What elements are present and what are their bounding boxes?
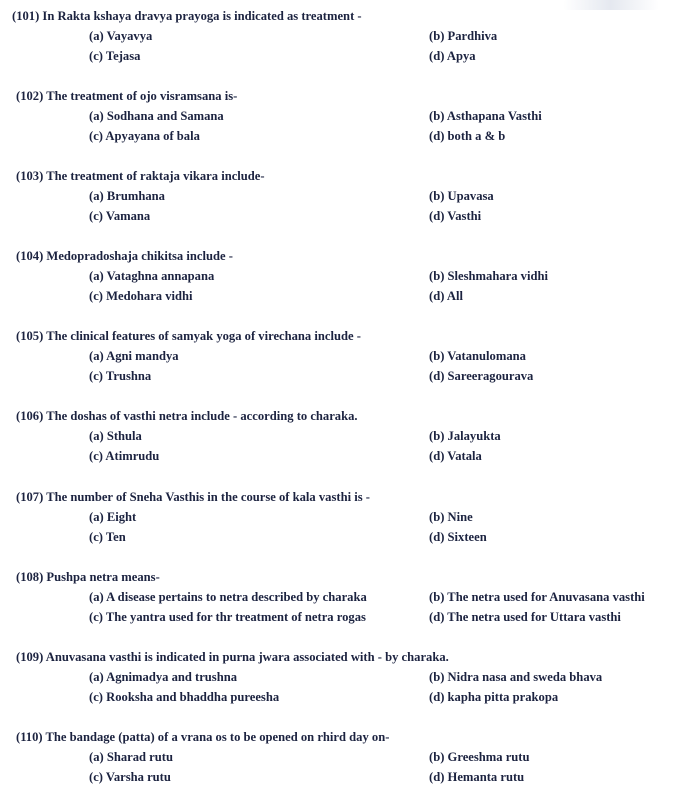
option-d: (d) Sixteen xyxy=(429,530,487,544)
option-d: (d) The netra used for Uttara vasthi xyxy=(429,610,621,624)
question-text: (107) The number of Sneha Vasthis in the course of kala vasthi is - xyxy=(16,490,370,504)
option-c: (c) Varsha rutu xyxy=(89,770,171,784)
question-text: (110) The bandage (patta) of a vrana os to be opened on rhird day on- xyxy=(16,730,390,744)
option-a: (a) Vayavya xyxy=(89,29,153,43)
question-text: (104) Medopradoshaja chikitsa include - xyxy=(16,249,233,263)
question-text: (103) The treatment of raktaja vikara include- xyxy=(16,169,265,183)
option-d: (d) Vatala xyxy=(429,449,482,463)
option-c: (c) Rooksha and bhaddha pureesha xyxy=(89,690,280,704)
option-a: (a) Sharad rutu xyxy=(89,750,173,764)
option-a: (a) Sodhana and Samana xyxy=(89,109,224,123)
question-text: (102) The treatment of ojo visramsana is- xyxy=(16,89,238,103)
option-c: (c) Tejasa xyxy=(89,49,141,63)
option-c: (c) Vamana xyxy=(89,209,151,223)
option-b: (b) Upavasa xyxy=(429,189,494,203)
option-a: (a) Vataghna annapana xyxy=(89,269,215,283)
question-text: (105) The clinical features of samyak yoga of virechana include - xyxy=(16,329,361,343)
option-d: (d) Hemanta rutu xyxy=(429,770,525,784)
option-d: (d) Sareeragourava xyxy=(429,369,534,383)
option-a: (a) Sthula xyxy=(89,429,142,443)
option-a: (a) Eight xyxy=(89,510,137,524)
option-b: (b) Asthapana Vasthi xyxy=(429,109,542,123)
watermark-smudge xyxy=(563,0,659,10)
option-b: (b) Vatanulomana xyxy=(429,349,526,363)
option-a: (a) Agni mandya xyxy=(89,349,179,363)
question-text: (101) In Rakta kshaya dravya prayoga is indicated as treatment - xyxy=(12,9,362,23)
option-d: (d) Apya xyxy=(429,49,476,63)
option-a: (a) Brumhana xyxy=(89,189,165,203)
option-b: (b) Nine xyxy=(429,510,473,524)
option-c: (c) Ten xyxy=(89,530,126,544)
option-c: (c) Trushna xyxy=(89,369,152,383)
option-a: (a) Agnimadya and trushna xyxy=(89,670,238,684)
option-c: (c) Apyayana of bala xyxy=(89,129,200,143)
question-text: (108) Pushpa netra means- xyxy=(16,570,160,584)
option-b: (b) Pardhiva xyxy=(429,29,498,43)
question-text: (109) Anuvasana vasthi is indicated in purna jwara associated with - by charaka. xyxy=(16,650,449,664)
option-b: (b) Nidra nasa and sweda bhava xyxy=(429,670,603,684)
option-d: (d) Vasthi xyxy=(429,209,482,223)
option-b: (b) Jalayukta xyxy=(429,429,501,443)
option-d: (d) kapha pitta prakopa xyxy=(429,690,559,704)
option-c: (c) The yantra used for thr treatment of netra rogas xyxy=(89,610,366,624)
option-d: (d) both a & b xyxy=(429,129,506,143)
option-b: (b) Sleshmahara vidhi xyxy=(429,269,548,283)
option-b: (b) The netra used for Anuvasana vasthi xyxy=(429,590,645,604)
option-a: (a) A disease pertains to netra described by charaka xyxy=(89,590,367,604)
option-c: (c) Atimrudu xyxy=(89,449,160,463)
question-text: (106) The doshas of vasthi netra include - according to charaka. xyxy=(16,409,358,423)
option-c: (c) Medohara vidhi xyxy=(89,289,193,303)
option-d: (d) All xyxy=(429,289,463,303)
option-b: (b) Greeshma rutu xyxy=(429,750,530,764)
